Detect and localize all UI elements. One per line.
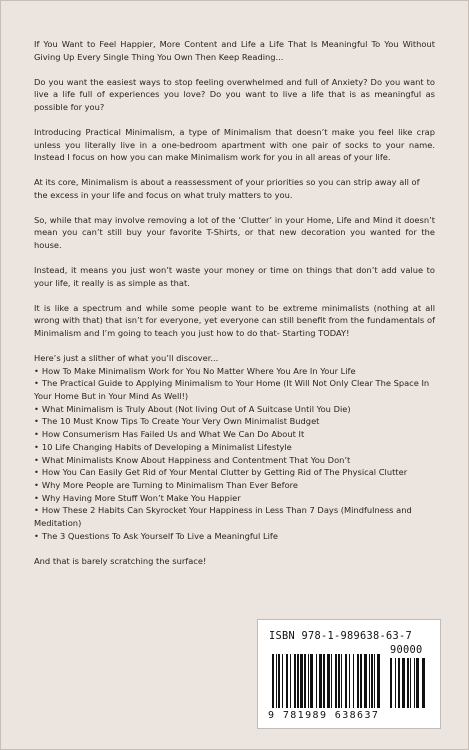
value-paragraph: Instead, it means you just won’t waste your money or time on things that don’t add value to your life, it really is as simple as that. [34,265,435,288]
discover-list-section [34,352,435,543]
list-item-text: What Minimalists Know About Happiness and Contentment That You Don’t [41,454,351,465]
blurb [34,38,435,580]
clutter-paragraph: So, while that may involve removing a lot of the ‘Clutter’ in your Home, Life and Mind it doesn’t mean you can’t still buy your favorite T-Shirts, or that new decoration you wanted for the house. [34,214,435,251]
list-item-text: How You Can Easily Get Rid of Your Mental Clutter by Getting Rid of The Physical Clutter [41,467,408,478]
list-item [34,454,435,467]
list-item [34,415,435,428]
list-item [34,504,435,529]
price-addon: 90000 [390,644,423,656]
list-item [34,479,435,492]
closing-line: And that is barely scratching the surface! [34,555,207,566]
list-item-text: How These 2 Habits Can Skyrocket Your Happiness in Less Than 7 Days (Mindfulness and Meditation) [34,505,412,529]
ean-digits: 9 781989 638637 [268,710,380,721]
list-item [34,403,435,416]
list-item-text: The Practical Guide to Applying Minimalism to Your Home (It Will Not Only Clear The Space In Your Home But in Your Mind As Well!) [34,378,430,402]
bullet-icon: • [34,403,39,414]
core-paragraph: At its core, Minimalism is about a reassessment of your priorities so you can strip away all of the excess in your life and focus on what truly matters to you. [34,177,420,200]
list-item-text: The 3 Questions To Ask Yourself To Live a Meaningful Life [41,530,278,541]
question-paragraph: Do you want the easiest ways to stop feeling overwhelmed and full of Anxiety? Do you want to live a life full of experiences you love? Do you want to live a life that is as meaningful as possible for you? [34,76,435,112]
bullet-icon: • [34,416,39,427]
isbn-barcode [257,619,441,729]
list-item [34,365,435,378]
bullet-icon: • [34,530,39,541]
list-item-text: What Minimalism is Truly About (Not living Out of A Suitcase Until You Die) [41,403,351,414]
list-item [34,428,435,441]
list-item-text: Why Having More Stuff Won’t Make You Happier [41,492,241,503]
list-item [34,377,435,402]
discover-lead: Here’s just a slither of what you’ll discover... [34,352,219,363]
bullet-icon: • [34,441,39,452]
list-item-text: Why More People are Turning to Minimalism Than Ever Before [41,480,298,490]
list-item-text: The 10 Must Know Tips To Create Your Very Own Minimalist Budget [41,416,320,427]
discover-list [34,365,435,543]
bullet-icon: • [34,480,39,490]
bullet-icon: • [34,492,39,503]
list-item [34,530,435,543]
list-item [34,492,435,505]
bullet-icon: • [34,365,39,376]
bullet-icon: • [34,467,39,478]
list-item [34,441,435,454]
intro-paragraph: Introducing Practical Minimalism, a type of Minimalism that doesn’t make you feel like crap unless you literally live in a one-bedroom apartment with one pair of socks to your name. Instead I focus on how you can make Minimalism work for you in all areas of your life. [34,126,435,163]
bullet-icon: • [34,454,39,465]
list-item [34,466,435,479]
list-item-text: How Consumerism Has Failed Us and What We Can Do About It [41,429,305,440]
hook-paragraph: If You Want to Feel Happier, More Content and Life a Life That Is Meaningful To You Without Giving Up Every Single Thing You Own Then Keep Reading... [34,39,435,62]
list-item-text: 10 Life Changing Habits of Developing a Minimalist Lifestyle [41,441,292,452]
bullet-icon: • [34,429,39,440]
isbn-label: ISBN 978-1-989638-63-7 [269,630,412,642]
bullet-icon: • [34,378,39,389]
list-item-text: How To Make Minimalism Work for You No Matter Where You Are In Your Life [41,365,356,376]
spectrum-paragraph: It is like a spectrum and while some people want to be extreme minimalists (nothing at all wrong with that) that isn’t for everyone, yet everyone can still benefit from the fundamentals of Minimalism and I’m going to teach you just how to do that- Starting TODAY! [34,302,435,339]
bullet-icon: • [34,505,39,516]
